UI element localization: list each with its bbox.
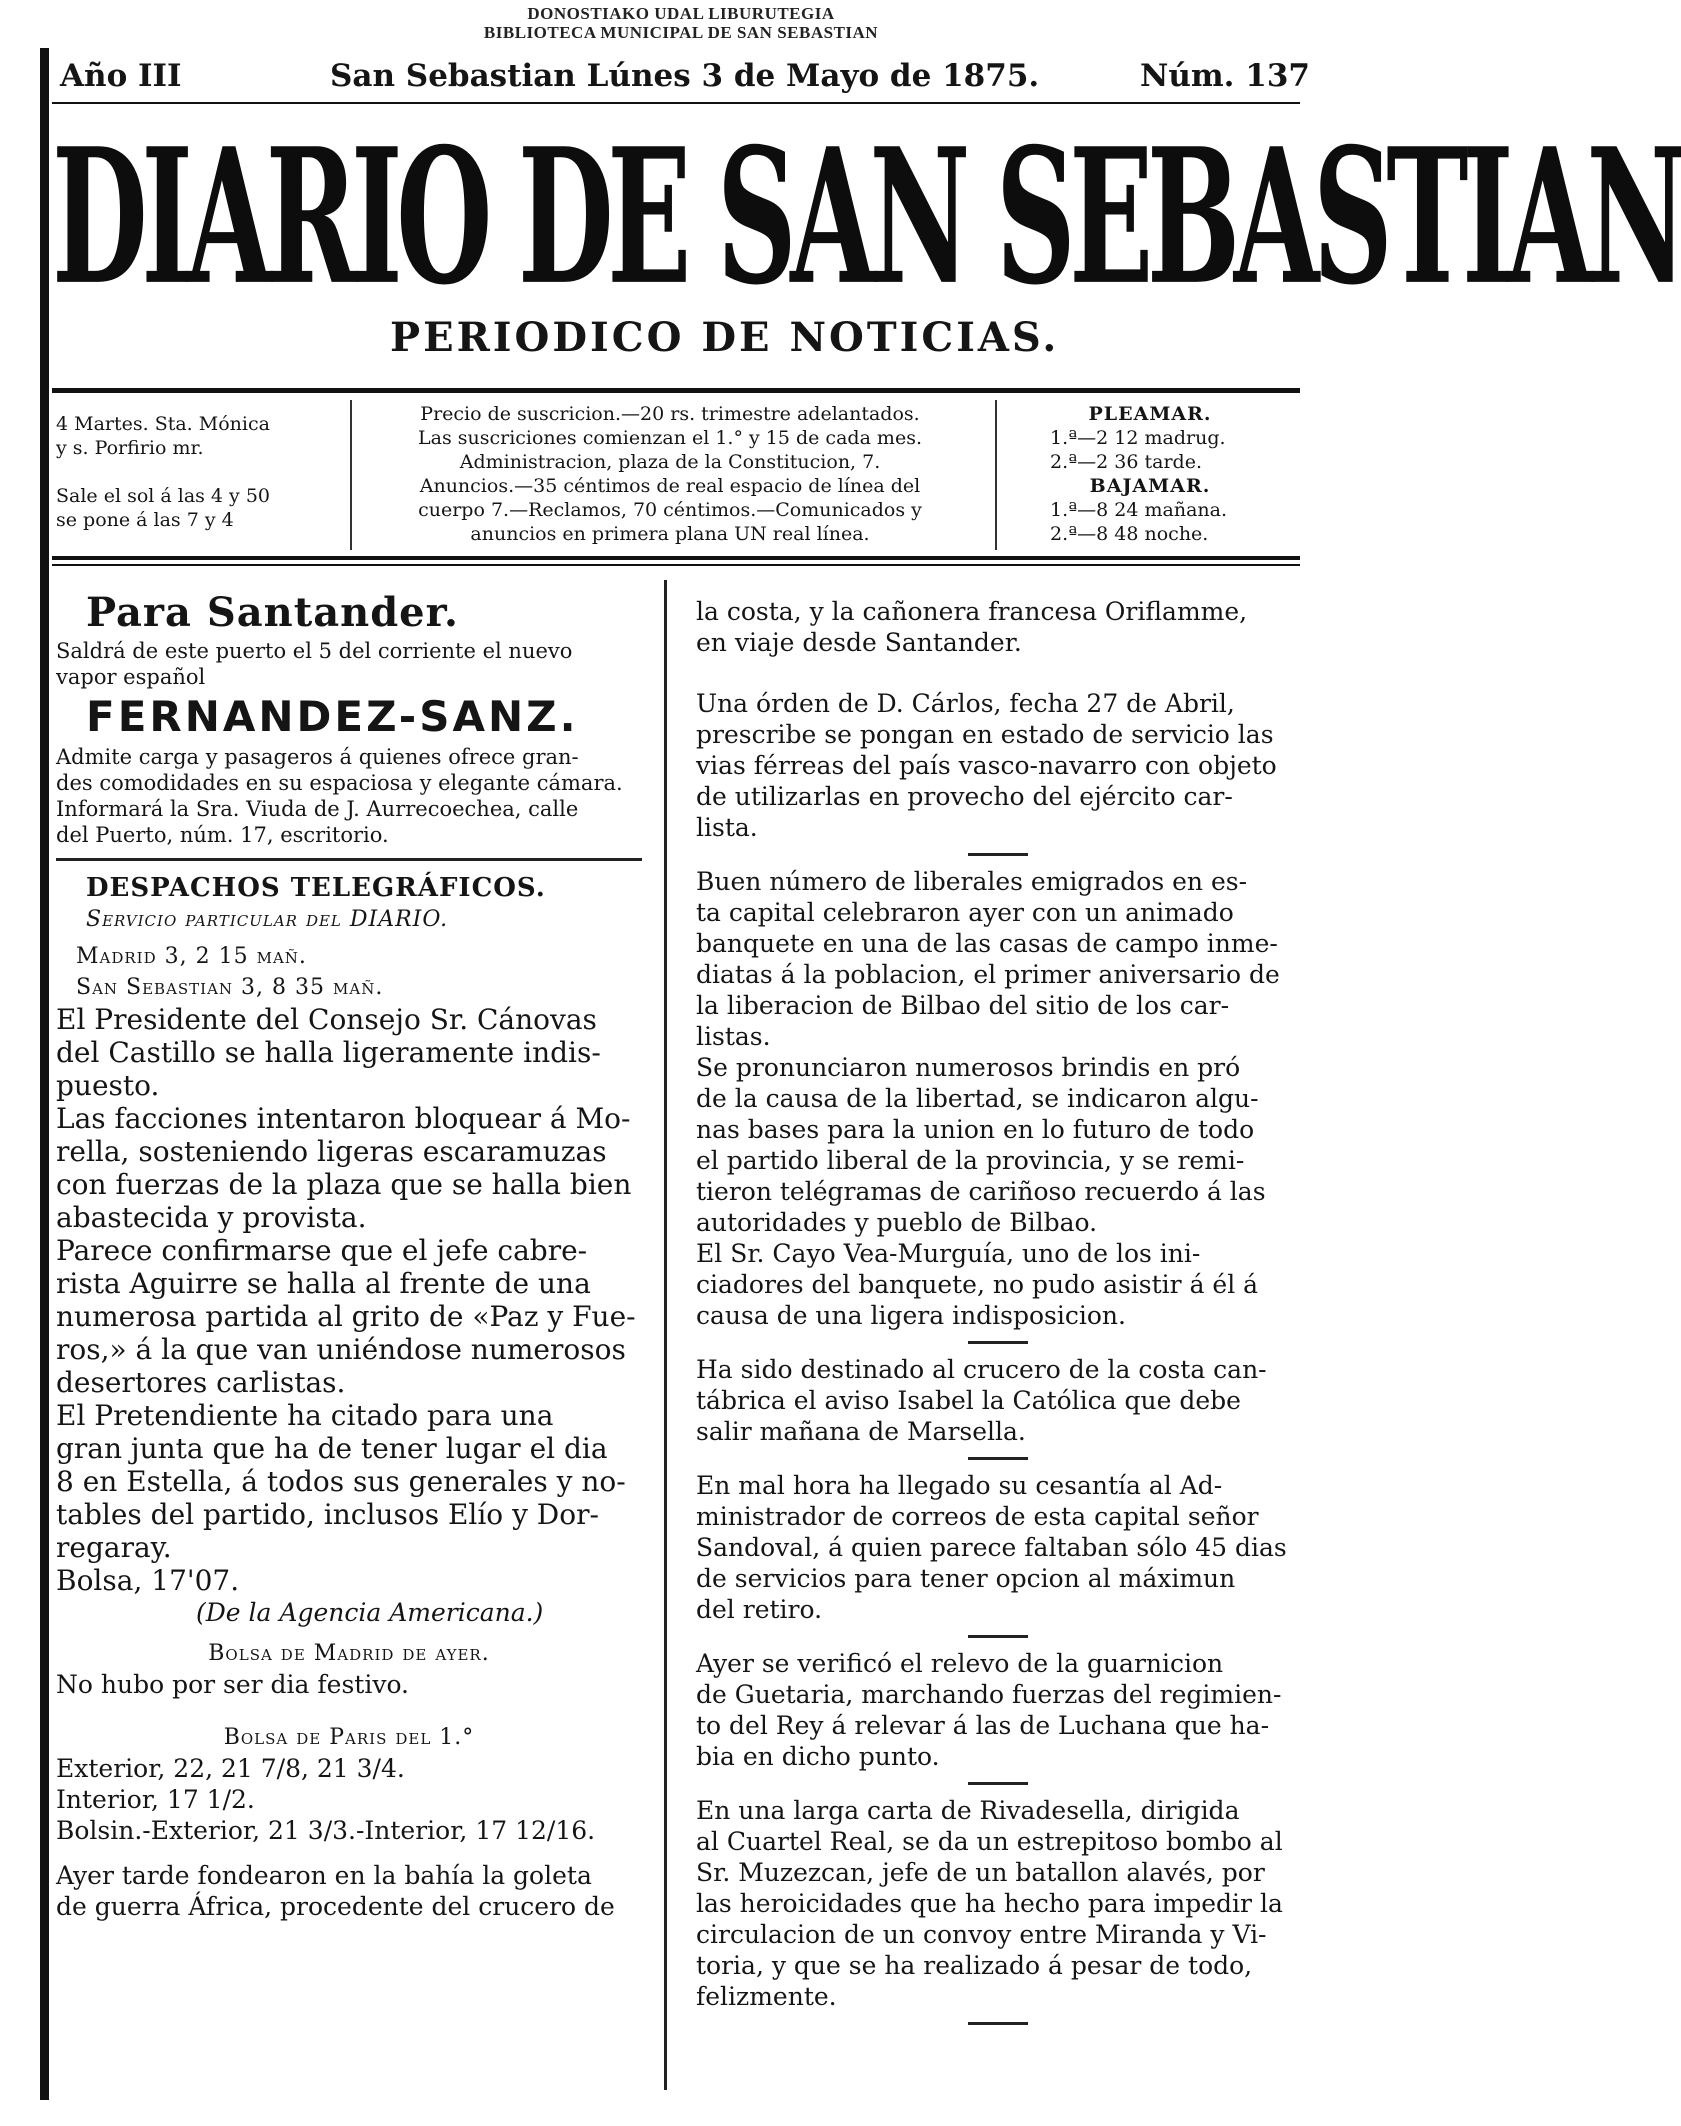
news-item	[696, 688, 1300, 843]
text-line: Una órden de D. Cárlos, fecha 27 de Abril,	[696, 689, 1235, 718]
text-line: la liberacion de Bilbao del sitio de los car-	[696, 991, 1230, 1020]
sunset-line: se pone á las 7 y 4	[56, 509, 234, 531]
spacer	[56, 460, 346, 484]
text-line: de guerra África, procedente del crucero de	[56, 1892, 615, 1921]
text-line: Ha sido destinado al crucero de la costa can-	[696, 1355, 1267, 1384]
info-bottom-rule-thin	[52, 564, 1300, 566]
ad-line: vapor español	[56, 665, 206, 689]
text-line: de Guetaria, marchando fuerzas del regimien-	[696, 1680, 1282, 1709]
item-divider	[968, 853, 1028, 856]
info-bottom-rule	[52, 556, 1300, 560]
subscription-line: Precio de suscricion.—20 rs. trimestre adelantados.	[420, 403, 920, 425]
bolsa-madrid-text: No hubo por ser dia festivo.	[56, 1670, 410, 1699]
info-separator	[995, 400, 997, 550]
text-line: abastecida y provista.	[56, 1201, 367, 1234]
subscription-line: Anuncios.—35 céntimos de real espacio de línea del	[419, 475, 921, 497]
bolsa-paris-line: Exterior, 22, 21 7/8, 21 3/4.	[56, 1754, 405, 1783]
telegram-body	[56, 1003, 642, 1597]
text-line: vias férreas del país vasco-navarro con objeto	[696, 751, 1277, 780]
left-column	[56, 588, 642, 1922]
text-line: Sr. Muzezcan, jefe de un batallon alavés, por	[696, 1858, 1265, 1887]
ad-line: del Puerto, núm. 17, escritorio.	[56, 823, 389, 847]
text-line: al Cuartel Real, se da un estrepitoso bombo al	[696, 1827, 1283, 1856]
text-line: El Presidente del Consejo Sr. Cánovas	[56, 1003, 597, 1036]
text-line: de utilizarlas en provecho del ejército car-	[696, 782, 1233, 811]
newspaper-title: DIARIO DE SAN SEBASTIAN	[52, 108, 1681, 327]
info-separator	[350, 400, 352, 550]
text-line: Ayer tarde fondearon en la bahía la goleta	[56, 1861, 592, 1890]
text-line: Parece confirmarse que el jefe cabre-	[56, 1234, 588, 1267]
text-line: ciadores del banquete, no pudo asistir á él á	[696, 1270, 1259, 1299]
text-line: toria, y que se ha realizado á pesar de todo,	[696, 1951, 1253, 1980]
telegram-dateline: San Sebastian 3, 8 35 mañ.	[76, 975, 384, 1000]
text-line: Se pronunciaron numerosos brindis en pró	[696, 1053, 1241, 1082]
item-divider	[968, 2022, 1028, 2025]
ad-intro	[56, 638, 642, 690]
text-line: rista Aguirre se halla al frente de una	[56, 1267, 591, 1300]
library-header-line1: DONOSTIAKO UDAL LIBURUTEGIA	[527, 4, 835, 23]
text-line: puesto.	[56, 1069, 160, 1102]
bajamar-line: 1.ª—8 24 mañana.	[1050, 499, 1228, 521]
text-line: Bolsa, 17'07.	[56, 1564, 240, 1597]
text-line: del Castillo se halla ligeramente indis-	[56, 1036, 601, 1069]
text-line: de servicios para tener opcion al máximun	[696, 1564, 1236, 1593]
pleamar-title: PLEAMAR.	[1088, 403, 1212, 425]
news-item	[696, 1648, 1300, 1772]
text-line: las heroicidades que ha hecho para impedir la	[696, 1889, 1283, 1918]
text-line: banquete en una de las casas de campo inme-	[696, 929, 1278, 958]
text-line: ministrador de correos de esta capital señor	[696, 1502, 1259, 1531]
text-line: numerosa partida al grito de «Paz y Fue-	[56, 1300, 636, 1333]
text-line: del retiro.	[696, 1595, 823, 1624]
newspaper-subtitle: PERIODICO DE NOTICIAS.	[390, 314, 1060, 361]
item-divider	[968, 1782, 1028, 1785]
ad-line: Informará la Sra. Viuda de J. Aurrecoechea, calle	[56, 797, 579, 821]
text-line: En mal hora ha llegado su cesantía al Ad-	[696, 1471, 1223, 1500]
text-line: tábrica el aviso Isabel la Católica que debe	[696, 1386, 1241, 1415]
ad-rule	[56, 858, 642, 861]
text-line: tieron telégramas de cariñoso recuerdo á las	[696, 1177, 1266, 1206]
issue-number: Núm. 137	[1140, 58, 1310, 94]
telegram-dateline: Madrid 3, 2 15 mañ.	[76, 944, 307, 969]
bolsin-line: Bolsin.-Exterior, 21 3/3.-Interior, 17 12/16.	[56, 1816, 596, 1845]
text-line: de la causa de la libertad, se indicaron algu-	[696, 1084, 1259, 1113]
text-line: Buen número de liberales emigrados en es-	[696, 867, 1248, 896]
pleamar-line: 1.ª—2 12 madrug.	[1050, 427, 1226, 449]
text-line: tables del partido, inclusos Elío y Dor-	[56, 1498, 599, 1531]
news-item	[696, 596, 1300, 658]
text-line: regaray.	[56, 1531, 172, 1564]
ad-body	[56, 744, 642, 848]
telegrams-title: DESPACHOS TELEGRÁFICOS.	[86, 873, 546, 903]
text-line: diatas á la poblacion, el primer aniversario de	[696, 960, 1280, 989]
ad-line: Saldrá de este puerto el 5 del corriente el nuevo	[56, 639, 573, 663]
text-line: con fuerzas de la plaza que se halla bien	[56, 1168, 632, 1201]
text-line: salir mañana de Marsella.	[696, 1417, 1026, 1446]
tides-box	[1010, 402, 1290, 546]
bolsa-madrid-title: Bolsa de Madrid de ayer.	[208, 1641, 490, 1666]
sunrise-line: Sale el sol á las 4 y 50	[56, 485, 271, 507]
ship-name: FERNANDEZ-SANZ.	[86, 692, 579, 741]
news-item	[696, 1354, 1300, 1447]
subscription-line: cuerpo 7.—Reclamos, 70 céntimos.—Comunicados y	[418, 499, 922, 521]
text-line: listas.	[696, 1022, 771, 1051]
masthead	[52, 108, 1681, 327]
bolsa-paris-line: Interior, 17 1/2.	[56, 1785, 255, 1814]
text-line: El Sr. Cayo Vea-Murguía, uno de los ini-	[696, 1239, 1201, 1268]
ad-title: Para Santander.	[86, 589, 459, 636]
calendar-box	[56, 412, 346, 532]
item-divider	[968, 1457, 1028, 1460]
news-item	[696, 866, 1300, 1331]
text-line: bia en dicho punto.	[696, 1742, 940, 1771]
text-line: Sandoval, á quien parece faltaban sólo 45 dias	[696, 1533, 1287, 1562]
news-item	[696, 1470, 1300, 1625]
text-line: desertores carlistas.	[56, 1366, 346, 1399]
text-line: felizmente.	[696, 1982, 837, 2011]
subscription-box	[360, 402, 980, 546]
page-binding-edge	[40, 48, 49, 2100]
info-top-rule	[52, 388, 1300, 393]
agency-signature: (De la Agencia Americana.)	[196, 1598, 544, 1627]
text-line: el partido liberal de la provincia, y se remi-	[696, 1146, 1245, 1175]
saints-line: y s. Porfirio mr.	[56, 437, 204, 459]
text-line: nas bases para la union en lo futuro de todo	[696, 1115, 1255, 1144]
ad-line: Admite carga y pasageros á quienes ofrece gran-	[56, 745, 579, 769]
text-line: la costa, y la cañonera francesa Oriflamme,	[696, 597, 1248, 626]
news-item	[696, 1795, 1300, 2012]
library-header	[0, 4, 1362, 42]
bolsa-paris-title: Bolsa de Paris del 1.°	[223, 1725, 475, 1750]
telegrams-service: Servicio particular del DIARIO.	[86, 907, 449, 932]
text-line: 8 en Estella, á todos sus generales y no-	[56, 1465, 626, 1498]
text-line: autoridades y pueblo de Bilbao.	[696, 1208, 1098, 1237]
text-line: causa de una ligera indisposicion.	[696, 1301, 1126, 1330]
bajamar-title: BAJAMAR.	[1089, 475, 1211, 497]
text-line: prescribe se pongan en estado de servicio las	[696, 720, 1274, 749]
text-line: lista.	[696, 813, 758, 842]
text-line: to del Rey á relevar á las de Luchana que ha-	[696, 1711, 1270, 1740]
saints-line: 4 Martes. Sta. Mónica	[56, 413, 270, 435]
subscription-line: Las suscriciones comienzan el 1.° y 15 de cada mes.	[418, 427, 922, 449]
column-separator	[664, 580, 667, 2090]
issue-date: San Sebastian Lúnes 3 de Mayo de 1875.	[330, 58, 1040, 94]
text-line: El Pretendiente ha citado para una	[56, 1399, 554, 1432]
pleamar-line: 2.ª—2 36 tarde.	[1050, 451, 1202, 473]
item-divider	[968, 1341, 1028, 1344]
subscription-line: Administracion, plaza de la Constitucion, 7.	[459, 451, 881, 473]
text-line: En una larga carta de Rivadesella, dirigida	[696, 1796, 1240, 1825]
right-column	[696, 596, 1300, 2035]
text-line: ta capital celebraron ayer con un animado	[696, 898, 1234, 927]
text-line: en viaje desde Santander.	[696, 628, 1022, 657]
text-line: ros,» á la que van uniéndose numerosos	[56, 1333, 626, 1366]
library-header-line2: BIBLIOTECA MUNICIPAL DE SAN SEBASTIAN	[483, 23, 879, 42]
item-divider	[968, 1635, 1028, 1638]
text-line: Las facciones intentaron bloquear á Mo-	[56, 1102, 631, 1135]
ad-line: des comodidades en su espaciosa y elegante cámara.	[56, 771, 623, 795]
text-line: Ayer se verificó el relevo de la guarnicion	[696, 1649, 1224, 1678]
text-line: gran junta que ha de tener lugar el dia	[56, 1432, 608, 1465]
text-line: circulacion de un convoy entre Miranda y Vi-	[696, 1920, 1267, 1949]
year-label: Año III	[60, 58, 182, 94]
bajamar-line: 2.ª—8 48 noche.	[1050, 523, 1209, 545]
text-line: rella, sosteniendo ligeras escaramuzas	[56, 1135, 607, 1168]
subscription-line: anuncios en primera plana UN real línea.	[470, 523, 870, 545]
